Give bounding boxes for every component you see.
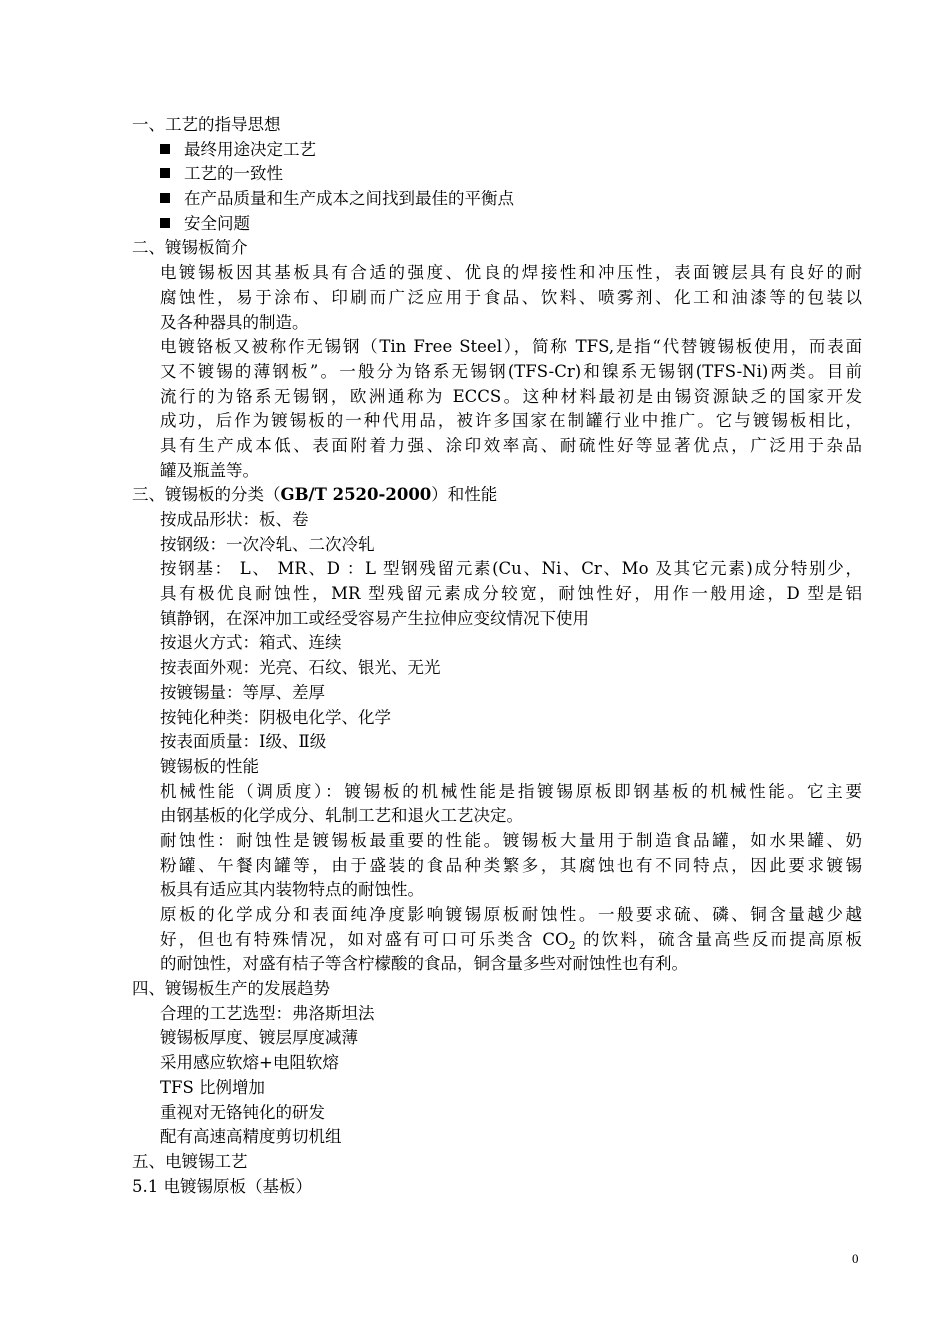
- paragraph-tfs-intro: 电镀铬板又被称作无锡钢（Tin Free Steel），简称 TFS,是指“代替镀锡板使用，而表面 又不镀锡的薄钢板”。一般分为铬系无锡钢(TFS-Cr)和镍系无锡钢(TFS-Ni)两类。目前 流行的为铬系无锡钢，欧洲通称为 ECCS。这种材料最初是由锡资源缺乏的国家开发 成功，后作为镀锡板的一种代用品，被许多国家在制罐行业中推广。它与镀锡板相比， 具有生产成本低、表面附着力强、涂印效率高、耐硫性好等显著优点，广泛用于杂品 罐及瓶盖等。: [160, 337, 862, 480]
- trend-item: 重视对无铬钝化的研发: [160, 1102, 325, 1122]
- classification-shape: 按成品形状：板、卷: [160, 510, 309, 529]
- standard-code: GB/T 2520-2000: [280, 485, 432, 505]
- bullet-item: 最终用途决定工艺: [132, 138, 862, 163]
- subsection-heading: 5.1 电镀锡原板（基板）: [132, 1176, 312, 1196]
- paragraph-corrosion: 耐蚀性：耐蚀性是镀锡板最重要的性能。镀锡板大量用于制造食品罐，如水果罐、奶 粉罐、午餐肉罐等，由于盛装的食品种类繁多，其腐蚀也有不同特点，因此要求镀锡 板具有适应其内装物特点的耐蚀性。: [160, 830, 862, 900]
- classification-quality: 按表面质量：Ⅰ级、Ⅱ级: [160, 732, 327, 752]
- trend-item: 采用感应软熔+电阻软熔: [160, 1053, 339, 1073]
- paragraph-tinplate-intro: 电镀锡板因其基板具有合适的强度、优良的焊接性和冲压性，表面镀层具有良好的耐 腐蚀性，易于涂布、印刷而广泛应用于食品、饮料、喷雾剂、化工和油漆等的包装以 及各种器具的制造。: [160, 263, 862, 332]
- section-heading: 四、镀锡板生产的发展趋势: [132, 979, 330, 999]
- trend-item: 配有高速高精度剪切机组: [160, 1127, 342, 1147]
- classification-grade: 按钢级：一次冷轧、二次冷轧: [160, 534, 375, 554]
- square-bullet-icon: [160, 144, 170, 154]
- section-heading: 五、电镀锡工艺: [132, 1151, 248, 1171]
- paragraph-chemistry: 原板的化学成分和表面纯净度影响镀锡原板耐蚀性。一般要求硫、磷、铜含量越少越 好，但也有特殊情况，如对盛有可口可乐类含 $CO_2$ 的饮料，硫含量高些反而提高原板 的耐蚀性，对盛有桔子等含柠檬酸的食品，铜含量多些对耐蚀性也有利。: [160, 905, 862, 974]
- page-number: 0: [852, 1251, 859, 1266]
- section-heading: 二、镀锡板简介: [132, 238, 248, 258]
- classification-passivation: 按钝化种类：阴极电化学、化学: [160, 707, 391, 727]
- bullet-item: 工艺的一致性: [132, 162, 862, 187]
- square-bullet-icon: [160, 193, 170, 203]
- classification-base: 按钢基： L、 MR、D ：L 型钢残留元素(Cu、Ni、Cr、Mo 及其它元素)成分特别少， 具有极优良耐蚀性，MR 型残留元素成分较宽，耐蚀性好，用作一般用途，D 型是铝 镇静钢，在深冲加工或经受容易产生拉伸应变纹情况下使用: [160, 559, 862, 628]
- square-bullet-icon: [160, 168, 170, 178]
- section-heading: 一、工艺的指导思想: [132, 115, 281, 134]
- bullet-item: 安全问题: [132, 212, 862, 237]
- trend-item: 合理的工艺选型：弗洛斯坦法: [160, 1003, 375, 1023]
- document-body: [132, 113, 862, 1199]
- section-heading: 三、镀锡板的分类（GB/T 2520-2000）和性能: [132, 485, 498, 505]
- bullet-item: 在产品质量和生产成本之间找到最佳的平衡点: [132, 187, 862, 212]
- trend-item: TFS 比例增加: [160, 1077, 266, 1097]
- performance-title: 镀锡板的性能: [160, 756, 259, 776]
- classification-tin: 按镀锡量：等厚、差厚: [160, 682, 325, 702]
- classification-anneal: 按退火方式：箱式、连续: [160, 633, 342, 653]
- paragraph-mechanical: 机械性能（调质度）：镀锡板的机械性能是指镀锡原板即钢基板的机械性能。它主要 由钢基板的化学成分、轧制工艺和退火工艺决定。: [160, 781, 862, 826]
- trend-item: 镀锡板厚度、镀层厚度减薄: [160, 1028, 358, 1048]
- square-bullet-icon: [160, 218, 170, 228]
- classification-surface: 按表面外观：光亮、石纹、银光、无光: [160, 658, 441, 678]
